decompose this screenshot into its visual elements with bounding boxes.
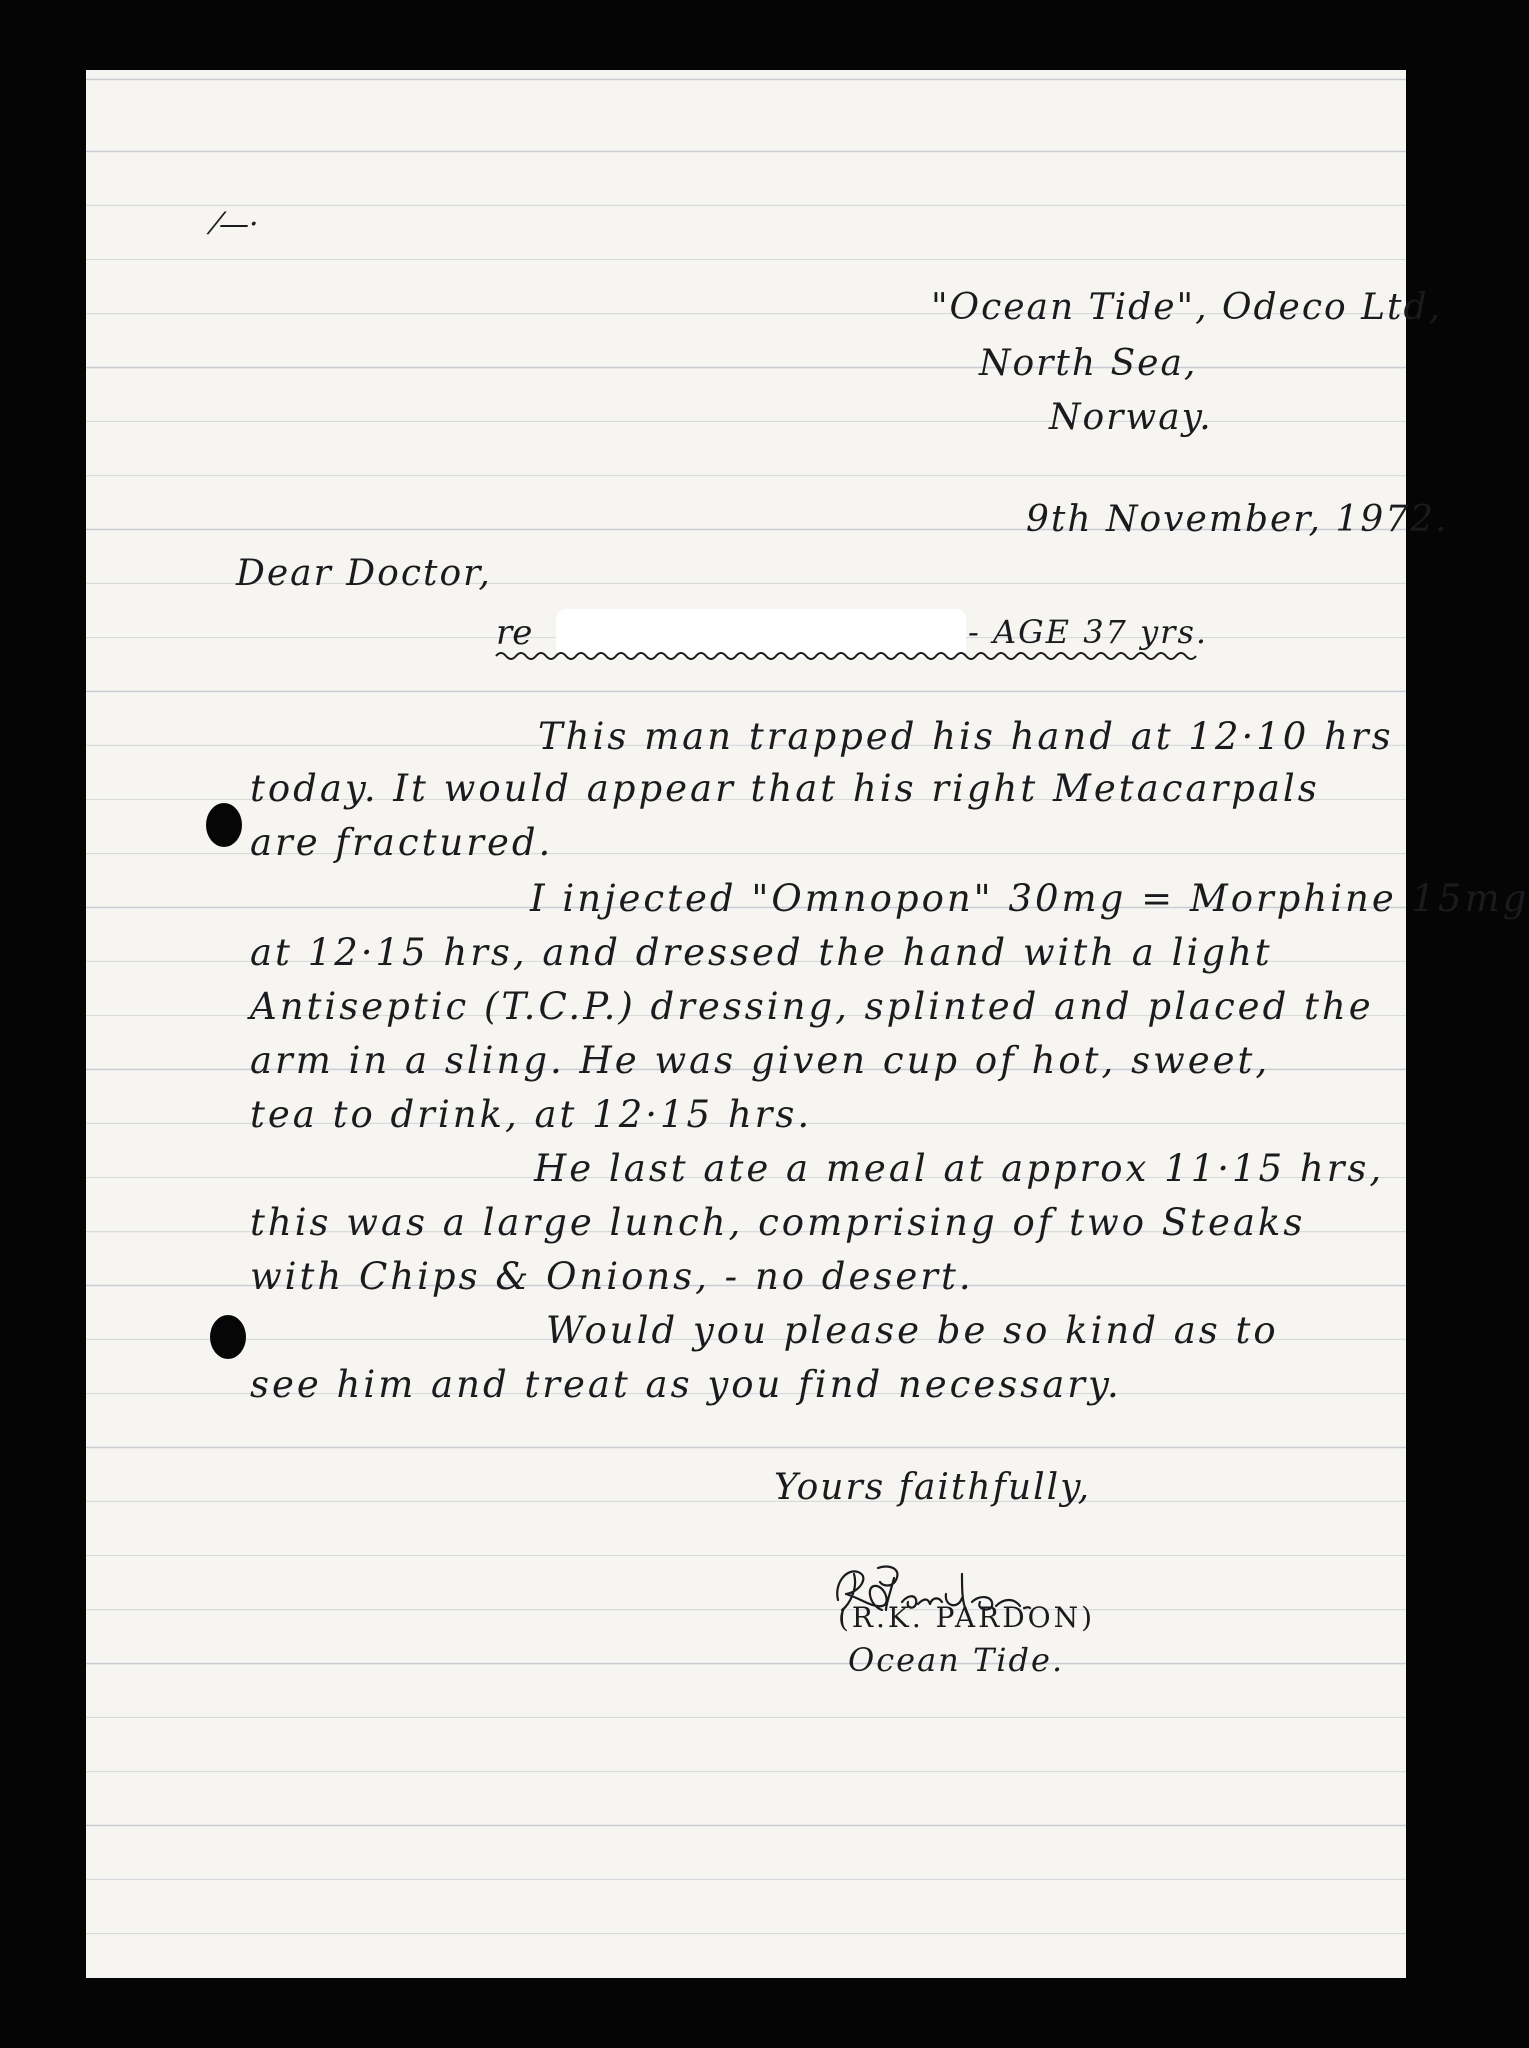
address-line-1: "Ocean Tide", Odeco Ltd, bbox=[931, 287, 1442, 328]
letter-page bbox=[86, 70, 1529, 1978]
body-line: Would you please be so kind as to bbox=[546, 1309, 1279, 1352]
body-line: today. It would appear that his right Metacarpals bbox=[250, 767, 1320, 810]
printed-name: (R.K. PARDON) bbox=[838, 1601, 1096, 1634]
body-line: this was a large lunch, comprising of two Steaks bbox=[250, 1201, 1306, 1244]
letter-date: 9th November, 1972. bbox=[1026, 499, 1449, 540]
re-line bbox=[496, 613, 1209, 659]
signature-organization: Ocean Tide. bbox=[848, 1641, 1065, 1679]
wavy-underline bbox=[496, 649, 1204, 663]
body-line: He last ate a meal at approx 11·15 hrs, bbox=[534, 1147, 1385, 1190]
body-line: tea to drink, at 12·15 hrs. bbox=[250, 1093, 813, 1136]
salutation: Dear Doctor, bbox=[236, 553, 492, 594]
re-prefix: re bbox=[496, 613, 533, 653]
patient-age: - AGE 37 yrs. bbox=[968, 613, 1209, 651]
closing: Yours faithfully, bbox=[774, 1467, 1092, 1508]
body-line: This man trapped his hand at 12·10 hrs bbox=[538, 715, 1394, 758]
body-line: arm in a sling. He was given cup of hot, sweet, bbox=[250, 1039, 1271, 1082]
body-line: at 12·15 hrs, and dressed the hand with a light bbox=[250, 931, 1273, 974]
body-line: Antiseptic (T.C.P.) dressing, splinted and placed the bbox=[250, 985, 1374, 1028]
address-line-3: Norway. bbox=[1049, 397, 1213, 438]
body-line: are fractured. bbox=[250, 821, 554, 864]
body-line: I injected "Omnopon" 30mg = Morphine 15mg bbox=[530, 877, 1529, 920]
body-line: with Chips & Onions, - no desert. bbox=[250, 1255, 974, 1298]
body-line: see him and treat as you find necessary. bbox=[250, 1363, 1122, 1406]
punch-hole-top bbox=[206, 803, 242, 847]
corner-mark: ⁄—· bbox=[214, 207, 259, 242]
address-line-2: North Sea, bbox=[979, 343, 1198, 384]
punch-hole-bottom bbox=[210, 1315, 246, 1359]
